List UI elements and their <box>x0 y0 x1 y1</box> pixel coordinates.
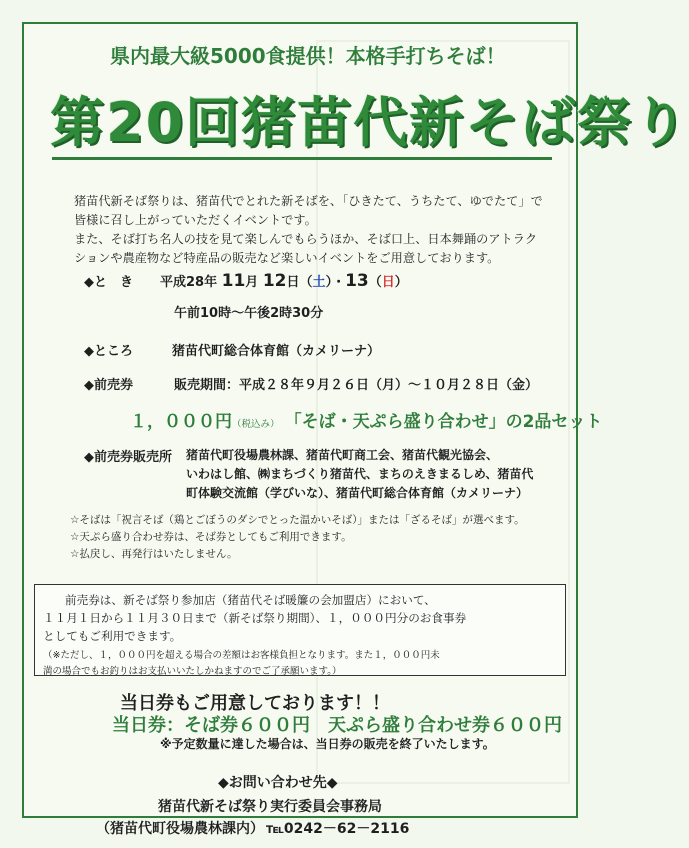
dayticket-prices: 当日券：そば券６００円 天ぷら盛り合わせ券６００円 <box>112 715 562 736</box>
dayticket-heading: 当日券もご用意しております！！ <box>120 693 390 714</box>
notice-line: 満の場合でもお釣りはお支払いいたしかねますのでご了承願います。） <box>43 666 342 677</box>
saturday-mark: 土 <box>312 275 326 290</box>
date-value: 平成28年 11月 12日（土）・13（日） <box>160 271 408 291</box>
contact-heading: ◆お問い合わせ先◆ <box>218 775 338 791</box>
tax-note: （税込み） <box>232 419 280 430</box>
presale-notice-box <box>34 584 566 676</box>
notice-line: （※ただし、１，０００円を超える場合の差額はお客様負担となります。また１，０００円未 <box>43 650 440 661</box>
title-underline <box>52 157 552 160</box>
place-value: 猪苗代町総合体育館（カメリーナ） <box>172 344 381 359</box>
notice-line: としてもご利用できます。 <box>43 629 182 643</box>
dayticket-note: ※予定数量に達した場合は、当日券の販売を終了いたします。 <box>160 737 495 751</box>
presale-period: 販売期間：平成２８年９月２６日（月）～１０月２８日（金） <box>174 378 539 393</box>
shop-line: いわはし館、㈱まちづくり猪苗代、まちのえきまるしめ、猪苗代 <box>186 467 534 481</box>
date-time: 午前10時～午後2時30分 <box>174 306 324 321</box>
presale-price-line <box>130 407 602 432</box>
page-title: 第20回猪苗代新そば祭り <box>50 91 689 154</box>
date-day-unit: 日 <box>286 275 300 290</box>
note-line: ☆そばは「祝言そば（鶏とごぼうのダシでとった温かいそば）」または「ざるそば」が選べます。 <box>70 514 525 526</box>
shop-line: 町体験交流館（学びいな）、猪苗代町総合体育館（カメリーナ） <box>186 486 529 500</box>
contact-org: 猪苗代新そば祭り実行委員会事務局 <box>158 799 382 815</box>
date-month-unit: 月 <box>245 275 259 290</box>
contact-office: （猪苗代町役場農林課内） <box>96 821 264 837</box>
notice-line: １１月１日から１１月３０日まで（新そば祭り期間）、１，０００円分のお食事券 <box>43 611 467 625</box>
sunday-mark: 日 <box>381 275 395 290</box>
intro-line: ションや農産物など特産品の販売など楽しいイベントをご用意しております。 <box>74 251 500 265</box>
presale-label: ◆前売券 <box>84 378 133 393</box>
shop-line: 猪苗代町役場農林課、猪苗代町商工会、猪苗代観光協会、 <box>186 448 499 462</box>
date-day-2: 13 <box>345 271 369 291</box>
contact-tel: ℡0242－62－2116 <box>266 821 410 837</box>
date-day-1: 12 <box>262 271 287 291</box>
intro-line: また、そば打ち名人の技を見て楽しんでもらうほか、そば口上、日本舞踊のアトラク <box>74 232 538 246</box>
shops-label: ◆前売券販売所 <box>84 450 172 465</box>
date-separator: ・ <box>332 275 346 290</box>
date-label: ◆と き <box>84 275 133 290</box>
presale-price: １，０００円 <box>130 412 232 432</box>
intro-line: 皆様に召し上がっていただくイベントです。 <box>74 213 317 227</box>
notice-line: 前売券は、新そば祭り参加店（猪苗代そば暖簾の会加盟店）において、 <box>65 593 436 607</box>
presale-set: 「そば・天ぷら盛り合わせ」の2品セット <box>284 412 603 432</box>
intro-line: 猪苗代新そば祭りは、猪苗代でとれた新そばを、「ひきたて、うちたて、ゆでたて」で <box>74 194 543 208</box>
date-month: 11 <box>221 271 246 291</box>
date-prefix: 平成28年 <box>160 275 218 290</box>
note-line: ☆払戻し、再発行はいたしません。 <box>70 548 238 560</box>
place-label: ◆ところ <box>84 344 133 359</box>
note-line: ☆天ぷら盛り合わせ券は、そば券としてもご利用できます。 <box>70 531 352 543</box>
subheading: 県内最大級5000食提供！本格手打ちそば！ <box>110 44 506 68</box>
